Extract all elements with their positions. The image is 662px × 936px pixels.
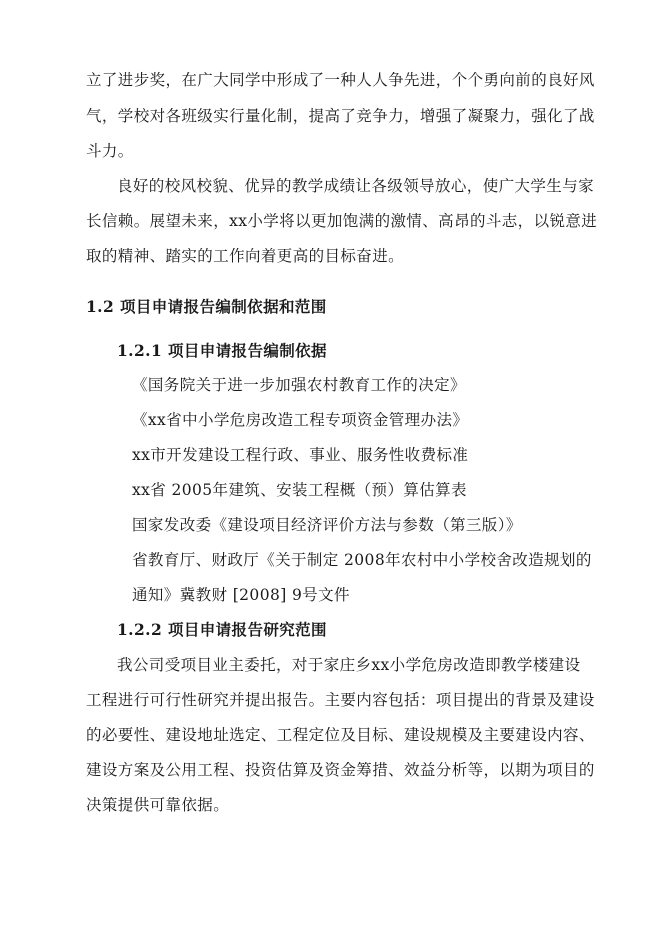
paragraph-1-line-2: 气，学校对各班级实行量化制，提高了竞争力，增强了凝聚力，强化了战 [86,107,595,125]
basis-item-1: 《国务院关于进一步加强农村教育工作的决定》 [132,376,466,394]
paragraph-1-line-1: 立了进步奖，在广大同学中形成了一种人人争先进，个个勇向前的良好风 [86,71,595,89]
basis-item-3: xx市开发建设工程行政、事业、服务性收费标准 [132,446,469,464]
scope-line-4: 建设方案及公用工程、投资估算及资金筹措、效益分析等，以期为项目的 [86,761,595,779]
paragraph-2-line-3: 取的精神、踏实的工作向着更高的目标奋进。 [86,247,405,265]
section-1-2-2-heading: 1.2.2 项目申请报告研究范围 [117,620,327,639]
basis-item-6: 省教育厅、财政厅《关于制定 2008年农村中小学校舍改造规划的 [132,551,592,569]
basis-item-2: 《xx省中小学危房改造工程专项资金管理办法》 [132,411,469,429]
basis-item-4: xx省 2005年建筑、安装工程概（预）算估算表 [132,481,467,499]
scope-line-3: 的必要性、建设地址选定、工程定位及目标、建设规模及主要建设内容、 [86,726,595,744]
paragraph-2-line-1: 良好的校风校貌、优异的教学成绩让各级领导放心，使广大学生与家 [117,177,595,195]
basis-item-5: 国家发改委《建设项目经济评价方法与参数（第三版）》 [132,516,522,534]
basis-item-6-continued: 通知》冀教财 [2008] 9号文件 [132,586,350,604]
scope-line-1: 我公司受项目业主委托，对于家庄乡xx小学危房改造即教学楼建设 [117,656,581,674]
scope-line-5: 决策提供可靠依据。 [86,796,230,814]
scope-line-2: 工程进行可行性研究并提出报告。主要内容包括：项目提出的背景及建设 [86,691,595,709]
section-1-2-1-heading: 1.2.1 项目申请报告编制依据 [117,341,327,360]
section-1-2-heading: 1.2 项目申请报告编制依据和范围 [86,297,327,316]
paragraph-1-line-3: 斗力。 [86,142,134,160]
paragraph-2-line-2: 长信赖。展望未来，xx小学将以更加饱满的激情、高昂的斗志，以锐意进 [86,212,598,230]
